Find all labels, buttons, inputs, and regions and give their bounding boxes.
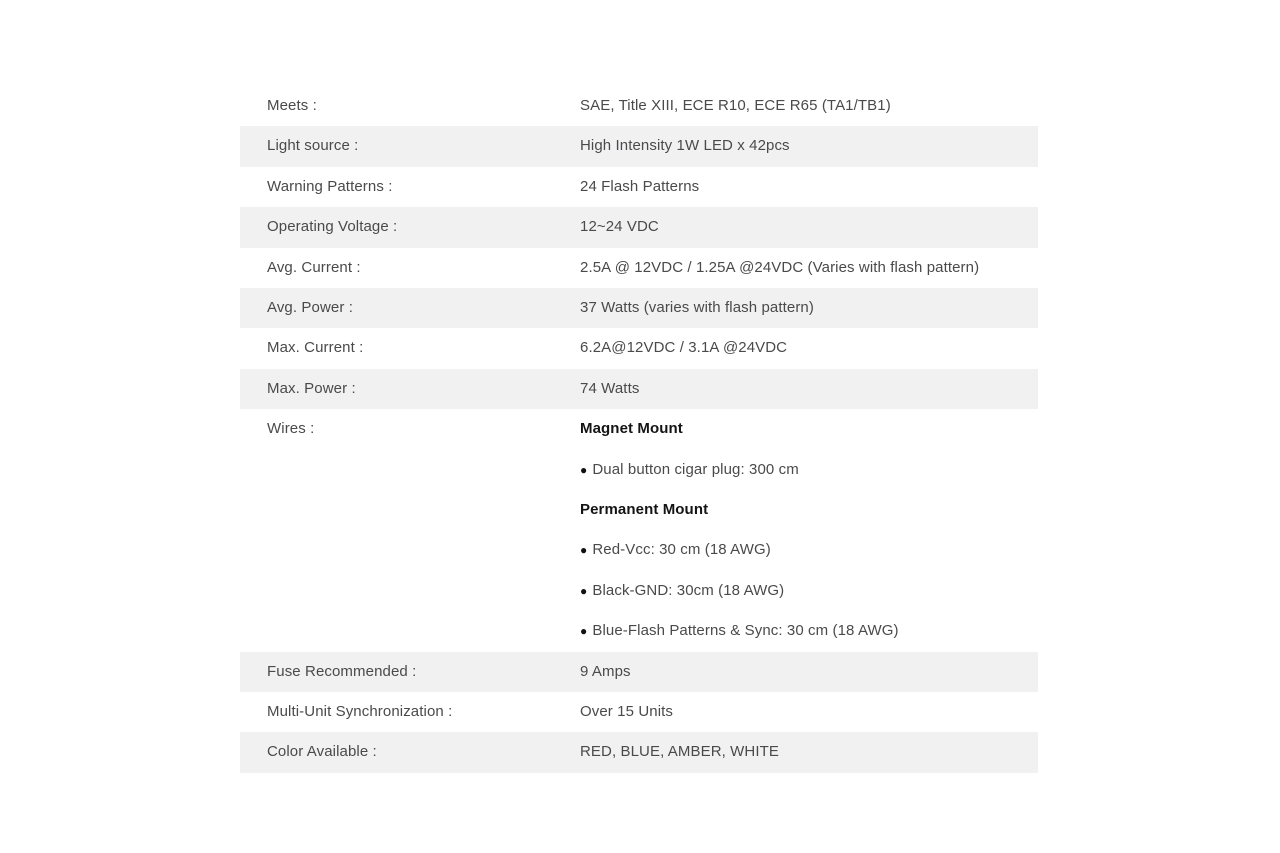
spec-label: Warning Patterns : [267,177,393,195]
spec-row [240,732,1038,772]
bullet-icon: ● [580,583,588,598]
spec-value: 12~24 VDC [580,218,659,236]
spec-value: 2.5A @ 12VDC / 1.25A @24VDC (Varies with flash pattern) [580,258,980,276]
spec-label: Wires : [267,420,315,438]
spec-value: 9 Amps [580,662,631,680]
spec-value: 74 Watts [580,379,640,397]
spec-label: Light source : [267,137,359,155]
bullet-icon: ● [580,462,588,477]
wire-spec-text: Permanent Mount [580,501,709,519]
spec-row [240,692,1038,732]
wire-group-heading [580,490,1038,530]
spec-row [240,328,1038,368]
bullet-icon: ● [580,543,588,558]
spec-label: Multi-Unit Synchronization : [267,703,453,720]
spec-row [240,167,1038,207]
spec-value: High Intensity 1W LED x 42pcs [580,137,790,155]
wire-spec-text: Dual button cigar plug: 300 cm [592,460,799,478]
spec-value: SAE, Title XIII, ECE R10, ECE R65 (TA1/TB1) [580,97,891,114]
spec-row [240,126,1038,166]
spec-label: Max. Current : [267,339,364,357]
spec-value: RED, BLUE, AMBER, WHITE [580,743,779,761]
wire-spec-text: Magnet Mount [580,420,683,438]
wire-spec-text: Black-GND: 30cm (18 AWG) [592,581,785,599]
spec-row [240,288,1038,328]
spec-label: Avg. Power : [267,299,353,317]
spec-label: Meets : [267,97,317,114]
spec-row [240,248,1038,288]
wire-spec-text: Red-Vcc: 30 cm (18 AWG) [592,541,771,559]
wire-spec-line [580,611,1038,651]
spec-row [240,86,1038,126]
wire-spec-line [580,450,1038,490]
bullet-icon: ● [580,624,588,639]
spec-value: 24 Flash Patterns [580,177,700,195]
spec-value: 6.2A@12VDC / 3.1A @24VDC [580,339,788,357]
spec-value [580,409,1038,651]
spec-row [240,207,1038,247]
specifications-table [240,86,1038,773]
wire-spec-line [580,571,1038,611]
spec-value: 37 Watts (varies with flash pattern) [580,299,814,317]
spec-label: Avg. Current : [267,258,361,276]
spec-label: Fuse Recommended : [267,662,417,680]
spec-label: Color Available : [267,743,377,761]
spec-label: Operating Voltage : [267,218,398,236]
spec-label: Max. Power : [267,379,356,397]
wire-spec-line [580,530,1038,570]
wire-spec-text: Blue-Flash Patterns & Sync: 30 cm (18 AWG) [592,622,899,640]
spec-row [240,652,1038,692]
spec-row [240,409,1038,651]
wire-group-heading [580,409,1038,449]
spec-row [240,369,1038,409]
spec-value: Over 15 Units [580,703,673,720]
